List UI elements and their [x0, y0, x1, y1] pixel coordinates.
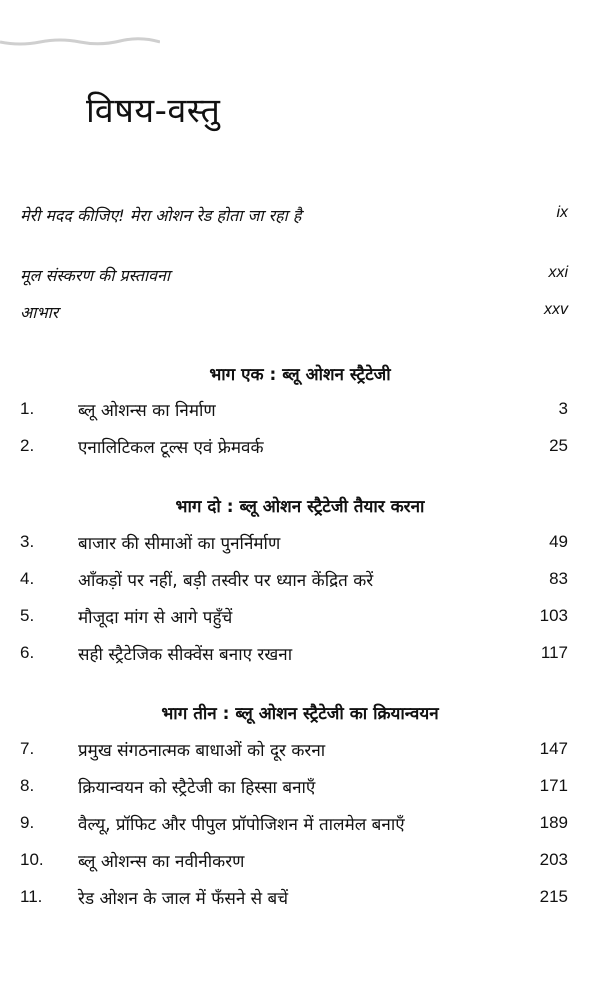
chapter-number: 6. [20, 643, 35, 662]
chapter-page: 83 [549, 569, 568, 588]
entry-title: मूल संस्करण की प्रस्तावना [20, 266, 171, 285]
chapter-page: 103 [539, 606, 568, 625]
chapter-number: 3. [20, 532, 35, 551]
chapter-title: आँकड़ों पर नहीं, बड़ी तस्वीर पर ध्यान केंद्रित करें [78, 570, 374, 591]
entry-title: मेरी मदद कीजिए! मेरा ओशन रेड होता जा रहा है [20, 206, 302, 225]
chapter-number: 2. [20, 436, 35, 455]
page-title: विषय-वस्तु [86, 91, 221, 131]
chapter-entry-7[interactable] [20, 735, 568, 763]
chapter-entry-11[interactable] [20, 883, 568, 911]
front-matter-original-preface[interactable] [20, 264, 568, 286]
chapter-page: 189 [539, 813, 568, 832]
front-matter-preface[interactable] [20, 204, 568, 226]
chapter-number: 1. [20, 399, 35, 418]
chapter-title: रेड ओशन के जाल में फँसने से बचें [78, 888, 289, 909]
chapter-title: वैल्यू, प्रॉफिट और पीपुल प्रॉपोजिशन में तालमेल बनाएँ [78, 814, 405, 835]
chapter-number: 10. [20, 850, 44, 869]
chapter-entry-5[interactable] [20, 602, 568, 630]
chapter-number: 7. [20, 739, 35, 758]
chapter-page: 3 [558, 399, 568, 418]
chapter-title: सही स्ट्रैटेजिक सीक्वेंस बनाए रखना [78, 644, 293, 665]
chapter-number: 5. [20, 606, 35, 625]
chapter-page: 147 [539, 739, 568, 758]
chapter-entry-9[interactable] [20, 809, 568, 837]
entry-page: xxi [548, 264, 568, 281]
entry-page: ix [556, 204, 568, 221]
part-heading-two: भाग दो : ब्लू ओशन स्ट्रैटेजी तैयार करना [175, 497, 425, 517]
chapter-title: मौजूदा मांग से आगे पहुँचें [78, 607, 233, 628]
chapter-page: 215 [539, 887, 568, 906]
chapter-entry-2[interactable] [20, 432, 568, 460]
entry-title: आभार [20, 303, 59, 322]
chapter-number: 4. [20, 569, 35, 588]
chapter-entry-4[interactable] [20, 565, 568, 593]
chapter-entry-1[interactable] [20, 395, 568, 423]
chapter-title: एनालिटिकल टूल्स एवं फ्रेमवर्क [78, 437, 264, 458]
chapter-entry-3[interactable] [20, 528, 568, 556]
chapter-page: 25 [549, 436, 568, 455]
chapter-page: 117 [540, 643, 568, 662]
chapter-page: 171 [539, 776, 568, 795]
chapter-page: 203 [539, 850, 568, 869]
chapter-entry-10[interactable] [20, 846, 568, 874]
page-edge-mark [0, 36, 160, 50]
chapter-entry-8[interactable] [20, 772, 568, 800]
chapter-title: प्रमुख संगठनात्मक बाधाओं को दूर करना [78, 740, 326, 761]
chapter-title: ब्लू ओशन्स का निर्माण [78, 400, 216, 421]
chapter-entry-6[interactable] [20, 639, 568, 667]
part-heading-one: भाग एक : ब्लू ओशन स्ट्रैटेजी [209, 365, 391, 385]
chapter-number: 8. [20, 776, 35, 795]
part-heading-three: भाग तीन : ब्लू ओशन स्ट्रैटेजी का क्रियान्वयन [161, 704, 439, 724]
front-matter-acknowledgements[interactable] [20, 301, 568, 323]
chapter-number: 9. [20, 813, 35, 832]
chapter-number: 11. [20, 887, 43, 906]
chapter-title: ब्लू ओशन्स का नवीनीकरण [78, 851, 245, 872]
chapter-title: बाजार की सीमाओं का पुनर्निर्माण [78, 533, 281, 554]
chapter-page: 49 [549, 532, 568, 551]
chapter-title: क्रियान्वयन को स्ट्रैटेजी का हिस्सा बनाएँ [78, 777, 316, 798]
entry-page: xxv [544, 301, 568, 318]
